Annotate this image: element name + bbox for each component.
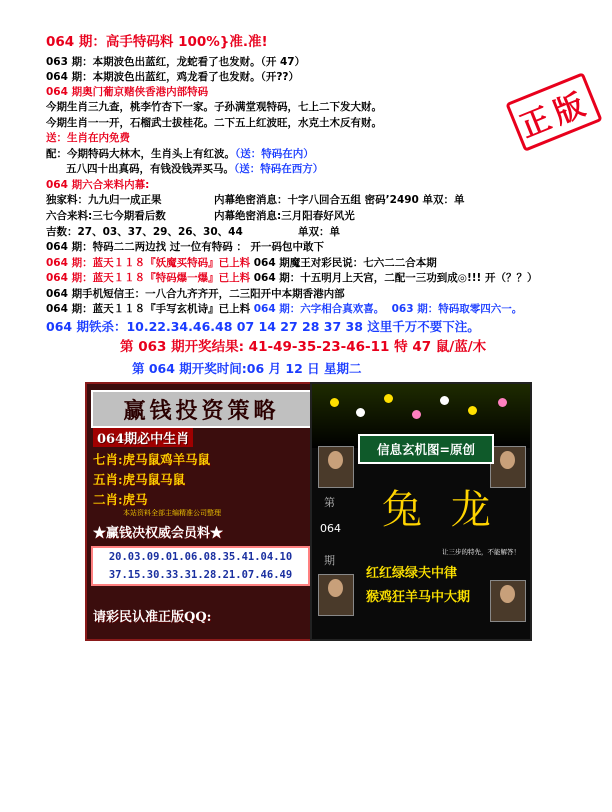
liuhe-text: 六合来料:三七今期看后数 xyxy=(46,210,166,222)
strategy-title: 赢钱投资策略 xyxy=(91,390,312,428)
strategy-panel xyxy=(85,382,314,641)
hint-line: 064 期：特码二二两边找 过一位有特码 ： 开一码包中敢下 xyxy=(46,241,325,253)
strategy-small-note: 本站资料全部主编精准公司整理 xyxy=(123,509,221,517)
liuhe-secret: 内幕绝密消息:三月阳春好风光 xyxy=(214,210,355,222)
gift-line-1-note: （送：特码在内） xyxy=(235,148,314,160)
draw-time-064: 第 064 期开奖时间:06 月 12 日 星期二 xyxy=(132,361,362,376)
flower-icon xyxy=(356,408,365,417)
zodiac-characters: 兔 龙 xyxy=(382,487,499,533)
poem-line-1: 今期生肖三九查，桃李竹杏下一家。子孙满堂观特码，七上二下发大财。 xyxy=(46,101,382,113)
result-063: 第 063 期开奖结果: 41-49-35-23-46-11 特 47 鼠/蓝/木 xyxy=(120,339,487,355)
flower-icon xyxy=(498,398,507,407)
flower-icon xyxy=(412,410,421,419)
portrait-image xyxy=(318,446,354,488)
liuhe-line xyxy=(46,210,355,223)
kill-numbers: 064 期铁杀：10.22.34.46.48 07 14 27 28 37 38 这里千万不要下注。 xyxy=(46,319,480,334)
exclusive-line xyxy=(46,194,465,207)
section-free: 送：生肖在内免费 xyxy=(46,132,130,144)
sky-line-2-b: 064 期：十五明月上天宫，二配一三功到成◎!!! 开（？？） xyxy=(253,272,538,284)
strategy-line-3: 五肖:虎马鼠马鼠 xyxy=(93,472,186,487)
gift-line-1-text: 配：今期特码大林木，生肖头上有红波。 xyxy=(46,148,235,160)
authentic-stamp: 正版 xyxy=(505,72,602,152)
headline: 064 期：高手特码料 100%}准.准! xyxy=(46,34,268,50)
side-label-mid: 064 xyxy=(320,522,341,535)
strategy-line-2: 七肖:虎马鼠鸡羊马鼠 xyxy=(93,452,211,467)
strategy-line-1: 064期必中生肖 xyxy=(93,428,193,447)
lucky-numbers: 吉数：27、03、37、29、26、30、44 xyxy=(46,226,243,238)
mystery-panel xyxy=(310,382,532,641)
side-label-top: 第 xyxy=(324,496,335,509)
line-064-color: 064 期：本期波色出蓝红，鸡龙看了也发财。（开??） xyxy=(46,71,300,83)
line-063-color: 063 期：本期波色出蓝红，龙蛇看了也发财。（开 47） xyxy=(46,56,306,68)
portrait-image xyxy=(318,574,354,616)
portrait-image xyxy=(490,580,526,622)
flower-icon xyxy=(468,406,477,415)
section-inside: 064 期六合来料内幕: xyxy=(46,179,150,191)
sky-line-2-a: 064 期：蓝天１１８『特码爆一爆』已上料 xyxy=(46,272,251,284)
exclusive-secret: 内幕绝密消息：十字八回合五组 密码’2490 单双：单 xyxy=(214,194,465,206)
flower-icon xyxy=(330,398,339,407)
sky-line-1-b: 064 期魔王对彩民说：七六二二合本期 xyxy=(253,257,437,269)
member-line: ★赢钱决权威会员料★ xyxy=(93,526,224,541)
gift-line-2-text: 五八四十出真码，有钱没钱弄买马。 xyxy=(66,163,234,175)
mystery-small-note: 让三步的特先，不能解答！ xyxy=(442,548,520,556)
numbers-row-2: 37.15.30.33.31.28.21.07.46.49 xyxy=(108,569,293,581)
exclusive-text: 独家料：九九归一成正果 xyxy=(46,194,162,206)
poem-line-2: 今期生肖一一开，石榴武士拔桂花。二下五上红波旺，水克土木反有财。 xyxy=(46,117,382,129)
sky-line-3-a: 064 期：蓝天１１８『手写玄机诗』已上料 xyxy=(46,303,251,315)
lucky-line xyxy=(46,226,340,239)
sms-line: 064 期手机短信王：一八合九齐齐开，二三阳开中本期香港内部 xyxy=(46,288,345,300)
sky-line-3 xyxy=(46,303,522,316)
flower-icon xyxy=(384,394,393,403)
flower-icon xyxy=(440,396,449,405)
strategy-line-4: 二肖:虎马 xyxy=(93,492,148,507)
mystery-foot-2: 猴鸡狂羊马中大期 xyxy=(366,590,471,605)
mystery-foot-1: 红红绿绿夫中律 xyxy=(366,566,458,581)
side-label-bot: 期 xyxy=(324,554,335,567)
mystery-banner: 信息玄机图=原创 xyxy=(358,434,494,464)
section-macau: 064 期奥门葡京赌侠香港内部特码 xyxy=(46,86,209,98)
qq-footer: 请彩民认准正版QQ: xyxy=(93,610,212,625)
gift-line-2 xyxy=(66,163,323,176)
lucky-odd-even: 单双：单 xyxy=(298,226,340,238)
number-box xyxy=(91,546,310,586)
gift-line-1 xyxy=(46,148,314,161)
gift-line-2-note: （送：特码在西方） xyxy=(234,163,324,175)
numbers-row-1: 20.03.09.01.06.08.35.41.04.10 xyxy=(108,551,293,563)
sky-line-3-c: 063 期：特码取零四六一。 xyxy=(391,303,523,315)
sky-line-3-b: 064 期：六字相合真欢喜。 xyxy=(253,303,385,315)
sky-line-1-a: 064 期：蓝天１１８『妖魔买特码』已上料 xyxy=(46,257,251,269)
sky-line-1 xyxy=(46,257,437,270)
sky-line-2 xyxy=(46,272,538,285)
